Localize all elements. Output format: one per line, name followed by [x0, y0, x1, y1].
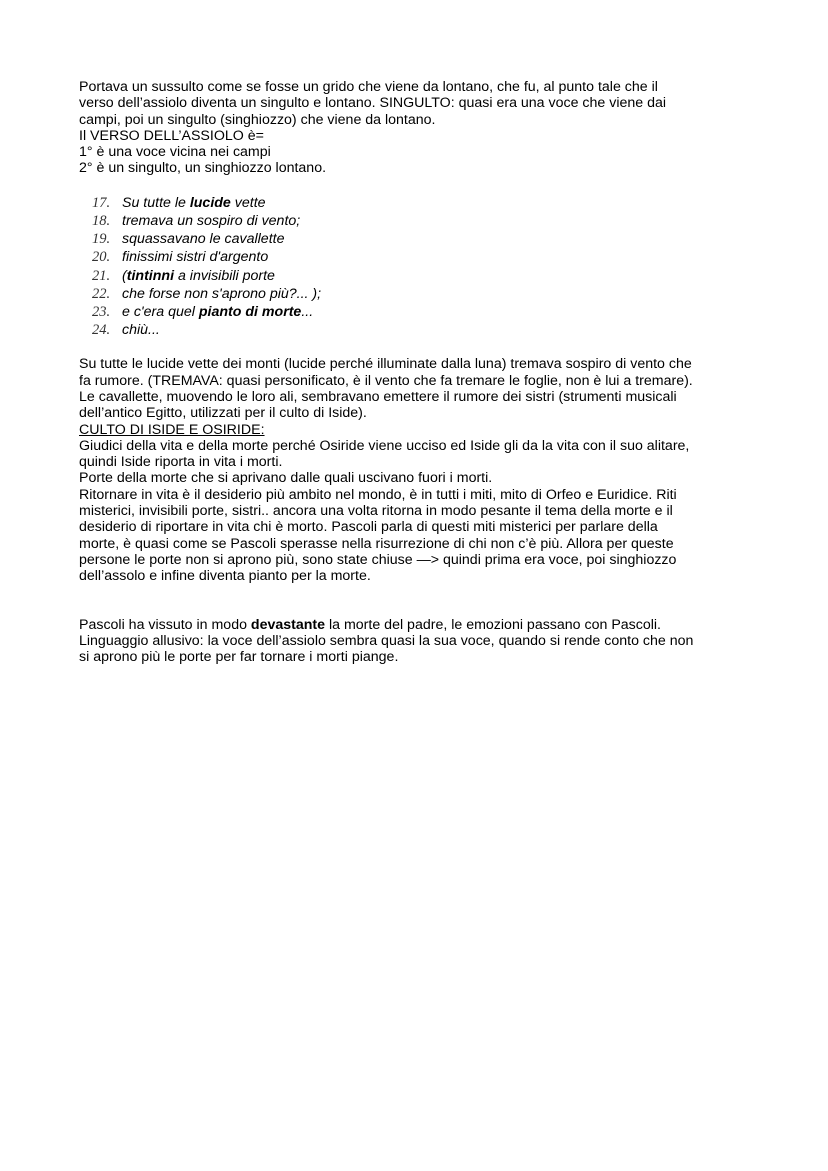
- poem-verse: [92, 285, 751, 303]
- verse-text: chiù...: [122, 322, 160, 339]
- poem-verse: [92, 212, 751, 230]
- text-line: 1° è una voce vicina nei campi: [79, 144, 271, 161]
- verse-number: 24.: [92, 322, 111, 339]
- closing-paragraph: [79, 617, 751, 666]
- text-line: verso dell’assiolo diventa un singulto e lontano. SINGULTO: quasi era una voce che viene dai: [79, 95, 667, 112]
- verse-text: squassavano le cavallette: [122, 231, 285, 248]
- verse-text: finissimi sistri d'argento: [122, 249, 269, 266]
- text-line: dell’antico Egitto, utilizzati per il culto di Iside).: [79, 405, 367, 422]
- poem-verse: [92, 230, 751, 248]
- commentary-paragraph: [79, 356, 751, 584]
- verse-text: e c'era quel pianto di morte...: [122, 304, 314, 320]
- text-line: si aprono più le porte per far tornare i morti piange.: [79, 649, 399, 666]
- text-line: Portava un sussulto come se fosse un grido che viene da lontano, che fu, al punto tale che il: [79, 79, 658, 95]
- text-line: Ritornare in vita è il desiderio più ambito nel mondo, è in tutti i miti, mito di Orfeo e Euridice. Riti: [79, 486, 677, 503]
- text-line: Linguaggio allusivo: la voce dell’assiolo sembra quasi la sua voce, quando si rende conto che non: [79, 632, 694, 649]
- poem-verse: [92, 248, 751, 266]
- section-heading: CULTO DI ISIDE E OSIRIDE:: [79, 421, 265, 438]
- verse-number: 19.: [92, 231, 111, 248]
- poem-verse: [92, 194, 751, 212]
- poem-verse: [92, 267, 751, 285]
- verse-text: (tintinni a invisibili porte: [122, 267, 275, 284]
- text-line: 2° è un singulto, un singhiozzo lontano.: [79, 160, 327, 177]
- text-line: Su tutte le lucide vette dei monti (lucide perché illuminate dalla luna) tremava sospiro di vento che: [79, 356, 692, 373]
- poem-verse: [92, 321, 751, 339]
- text-line: morte, è quasi come se Pascoli sperasse nella risurrezione di chi non c’è più. Allora per queste: [79, 535, 674, 552]
- verse-number: 23.: [92, 304, 111, 320]
- text-line: misterici, invisibili porte, sistri.. ancora una volta ritorna in modo pesante il tema della morte e il: [79, 503, 673, 520]
- text-line: fa rumore. (TREMAVA: quasi personificato, è il vento che fa tremare le foglie, non è lui a tremare).: [79, 372, 693, 389]
- text-line: Pascoli ha vissuto in modo devastante la morte del padre, le emozioni passano con Pascoli.: [79, 616, 662, 633]
- text-line: Porte della morte che si aprivano dalle quali uscivano fuori i morti.: [79, 470, 493, 487]
- text-line: desiderio di riportare in vita chi è morto. Pascoli parla di questi miti misterici per parlare della: [79, 519, 658, 536]
- text-line: Le cavallette, muovendo le loro ali, sembravano emettere il rumore dei sistri (strumenti musicali: [79, 389, 677, 405]
- text-line: persone le porte non si aprono più, sono state chiuse —> quindi prima era voce, poi singhiozzo: [79, 551, 677, 568]
- verse-number: 18.: [92, 212, 111, 229]
- verse-text: tremava un sospiro di vento;: [122, 212, 301, 229]
- poem-excerpt: [92, 194, 751, 340]
- text-line: campi, poi un singulto (singhiozzo) che viene da lontano.: [79, 111, 436, 128]
- verse-number: 17.: [92, 194, 111, 211]
- verse-text: che forse non s'aprono più?... );: [122, 285, 322, 302]
- text-line: Giudici della vita e della morte perché Osiride viene ucciso ed Iside gli da la vita con il suo alitare,: [79, 437, 690, 454]
- verse-text: Su tutte le lucide vette: [122, 194, 266, 211]
- text-line: dell’assolo e infine diventa pianto per la morte.: [79, 568, 371, 585]
- verse-number: 20.: [92, 249, 111, 266]
- text-line: quindi Iside riporta in vita i morti.: [79, 454, 283, 471]
- document-page: [79, 79, 751, 665]
- text-line: Il VERSO DELL’ASSIOLO è=: [79, 127, 264, 144]
- intro-paragraph: [79, 79, 751, 177]
- verse-number: 21.: [92, 267, 111, 284]
- verse-number: 22.: [92, 285, 111, 302]
- poem-verse: [92, 303, 751, 321]
